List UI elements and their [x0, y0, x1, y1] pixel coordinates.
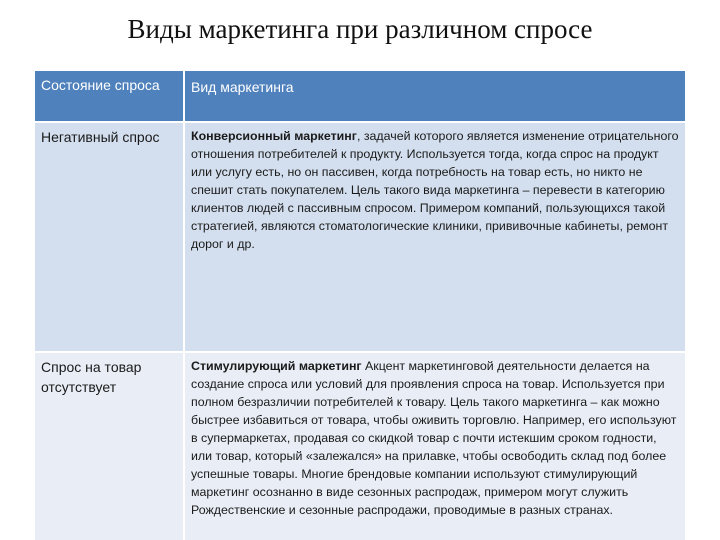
row-demand-state: Негативный спрос [35, 123, 183, 351]
header-demand-state: Состояние спроса [35, 71, 183, 121]
marketing-type-name: Конверсионный маркетинг [191, 129, 357, 143]
marketing-type-name: Стимулирующий маркетинг [191, 359, 362, 373]
marketing-type-text: Акцент маркетинговой деятельности делается на создание спроса или условий для проявления спроса на товар. Используется при полном безразличии потребителей к товару. Цель такого маркетинга – как можно быстрее избавиться от товара, чтобы оживить торговлю. Например, его используют в супермаркетах, продавая со скидкой товар с почти истекшим сроком годности, или товар, который «залежался» на прилавке, чтобы освободить склад под более успешные товары. Многие брендовые компании используют стимулирующий маркетинг осознанно в виде сезонных распродаж, примером могут служить Рождественские и сезонные распродажи, проводимые в разных странах. [191, 359, 677, 517]
header-marketing-type: Вид маркетинга [185, 71, 685, 121]
table-header-row [35, 71, 685, 121]
table-row [35, 353, 685, 540]
row-demand-state: Спрос на товар отсутствует [35, 353, 183, 540]
row-marketing-description [185, 123, 685, 351]
slide-title: Виды маркетинга при различном спросе [127, 14, 593, 44]
table-row [35, 123, 685, 351]
marketing-type-text: , задачей которого является изменение отрицательного отношения потребителей к продукту. Используется тогда, когда спрос на продукт или услугу есть, но он пассивен, когда потребность на товар есть, но никто не спешит стать покупателем. Цель такого вида маркетинга – перевести в категорию клиентов людей с пассивным спросом. Примером компаний, пользующихся такой стратегией, являются стоматологические клиники, прививочные кабинеты, ремонт дорог и др. [191, 129, 679, 251]
marketing-types-table [35, 71, 685, 540]
row-marketing-description [185, 353, 685, 540]
